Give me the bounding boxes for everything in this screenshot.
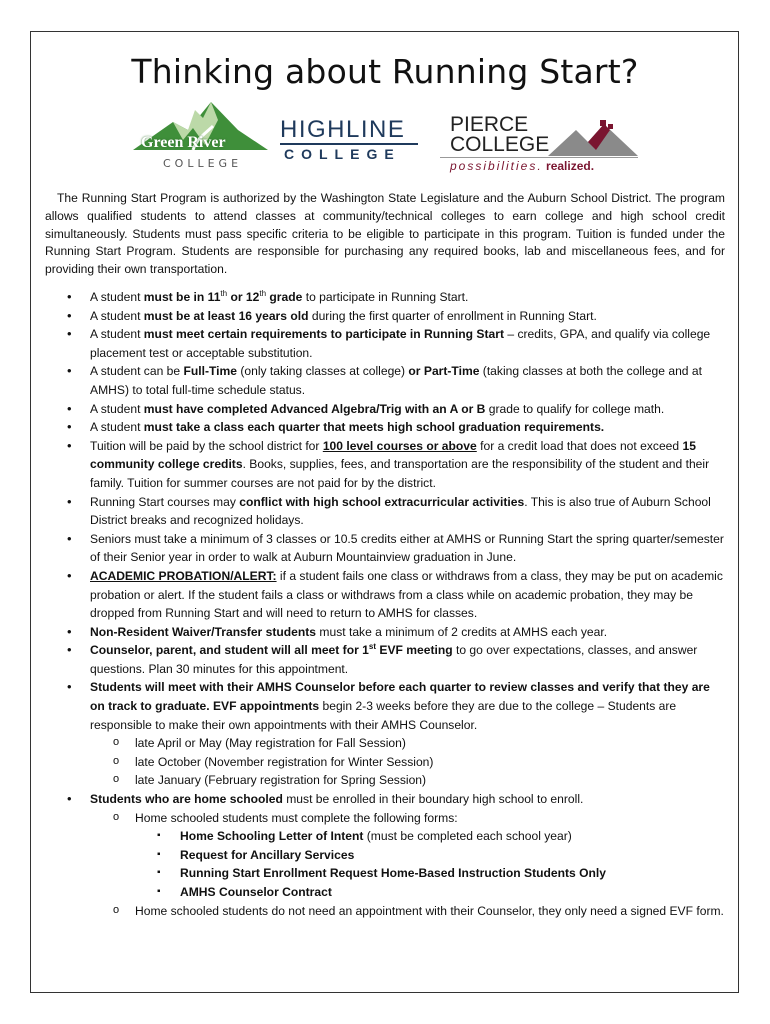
sub-list-item: o late January (February registration for Spring Session): [90, 771, 725, 790]
pierce-line1: PIERCE: [450, 113, 529, 136]
form-item: ▪ Request for Ancillary Services: [135, 846, 725, 865]
green-river-sub: COLLEGE: [163, 157, 243, 170]
list-item: • A student can be Full-Time (only taking classes at college) or Part-Time (taking classes at both the college and at AMHS) to total full-time schedule status.: [45, 362, 725, 399]
sub-list-item: o Home schooled students do not need an appointment with their Counselor, they only need a signed EVF form.: [90, 902, 725, 921]
form-item: ▪ Home Schooling Letter of Intent (must be completed each school year): [135, 827, 725, 846]
list-item: • A student must meet certain requirements to participate in Running Start – credits, GPA, and qualify via college placement test or acceptable substitution.: [45, 325, 725, 362]
highline-sub: COLLEGE: [284, 146, 401, 162]
highline-rule: [280, 143, 418, 145]
sub-list-item: o late October (November registration for Winter Session): [90, 753, 725, 772]
list-item: • ACADEMIC PROBATION/ALERT: if a student fails one class or withdraws from a class, they may be put on academic probation or alert. If the student fails a class or withdraws from a class while on academic probation, they may be dropped from Running Start and will need to return to AMHS for classes.: [45, 567, 725, 623]
list-item: • Seniors must take a minimum of 3 classes or 10.5 credits either at AMHS or Running Start the spring quarter/semester of their Senior year in order to walk at Auburn Mountainview graduation in June.: [45, 530, 725, 567]
form-item: ▪ AMHS Counselor Contract: [135, 883, 725, 902]
pierce-line2: COLLEGE: [450, 133, 550, 156]
highline-name: HIGHLINE: [280, 116, 406, 143]
green-river-name: Green River: [141, 134, 226, 151]
list-item: • Non-Resident Waiver/Transfer students must take a minimum of 2 credits at AMHS each year.: [45, 623, 725, 642]
list-item: • A student must have completed Advanced Algebra/Trig with an A or B grade to qualify for college math.: [45, 400, 725, 419]
pierce-logo: [440, 114, 640, 176]
sub-list-item: o late April or May (May registration for Fall Session): [90, 734, 725, 753]
list-item: • A student must be in 11th or 12th grade to participate in Running Start.: [45, 288, 725, 307]
list-item: • A student must be at least 16 years old during the first quarter of enrollment in Running Start.: [45, 307, 725, 326]
list-item: • Counselor, parent, and student will all meet for 1st EVF meeting to go over expectations, classes, and answer questions. Plan 30 minutes for this appointment.: [45, 641, 725, 678]
list-item: • Tuition will be paid by the school district for 100 level courses or above for a credit load that does not exceed 15 community college credits. Books, supplies, fees, and transportation are the responsibility of the student and their family. Tuition for summer courses are not paid for by the district.: [45, 437, 725, 493]
intro-paragraph: The Running Start Program is authorized by the Washington State Legislature and the Auburn School District. The program allows qualified students to attend classes at community/technical colleges to earn college and high school credit simultaneously. Students must pass specific criteria to be eligible to participate in this program. Tuition is funded under the Running Start Program. Students are responsible for purchasing any required books, lab and miscellaneous fees, and for providing their own transportation.: [45, 191, 725, 277]
form-item: ▪ Running Start Enrollment Request Home-Based Instruction Students Only: [135, 864, 725, 883]
evf-timeline-list: [90, 734, 725, 790]
green-river-logo: [133, 100, 268, 174]
pierce-mountain-icon: [548, 120, 638, 156]
page-title: Thinking about Running Start?: [131, 52, 639, 91]
requirements-list: [45, 288, 725, 920]
pierce-rule: [440, 157, 638, 158]
list-item: • Students who are home schooled must be enrolled in their boundary high school to enroll. o Home schooled students must complete the following forms: ▪ Home Schooling Letter of Intent (must be completed each school year) ▪ Request for Ancillary Services ▪ Running Start Enrollment Request Home-Based Instruction Students Only ▪ AMHS Counselor Contract o Home schooled students do not need an appointment with their Counselor, they only need a signed EVF form.: [45, 790, 725, 920]
highline-logo: [280, 116, 420, 160]
list-item: • Running Start courses may conflict with high school extracurricular activities. This is also true of Auburn School District breaks and recognized holidays.: [45, 493, 725, 530]
list-item: • A student must take a class each quarter that meets high school graduation requirements.: [45, 418, 725, 437]
pierce-tagline: possibilities. realized.: [450, 159, 595, 173]
college-logos: [0, 100, 770, 176]
sub-list-item: o Home schooled students must complete the following forms: ▪ Home Schooling Letter of Intent (must be completed each school year) ▪ Request for Ancillary Services ▪ Running Start Enrollment Request Home-Based Instruction Students Only ▪ AMHS Counselor Contract: [90, 809, 725, 902]
list-item: • Students will meet with their AMHS Counselor before each quarter to review classes and verify that they are on track to graduate. EVF appointments begin 2-3 weeks before they are due to the college – Students are responsible to make their own appointments with their AMHS Counselor. o late April or May (May registration for Fall Session) o late October (November registration for Winter Session) o late January (February registration for Spring Session): [45, 678, 725, 790]
home-school-list: [90, 809, 725, 921]
forms-list: [135, 827, 725, 901]
